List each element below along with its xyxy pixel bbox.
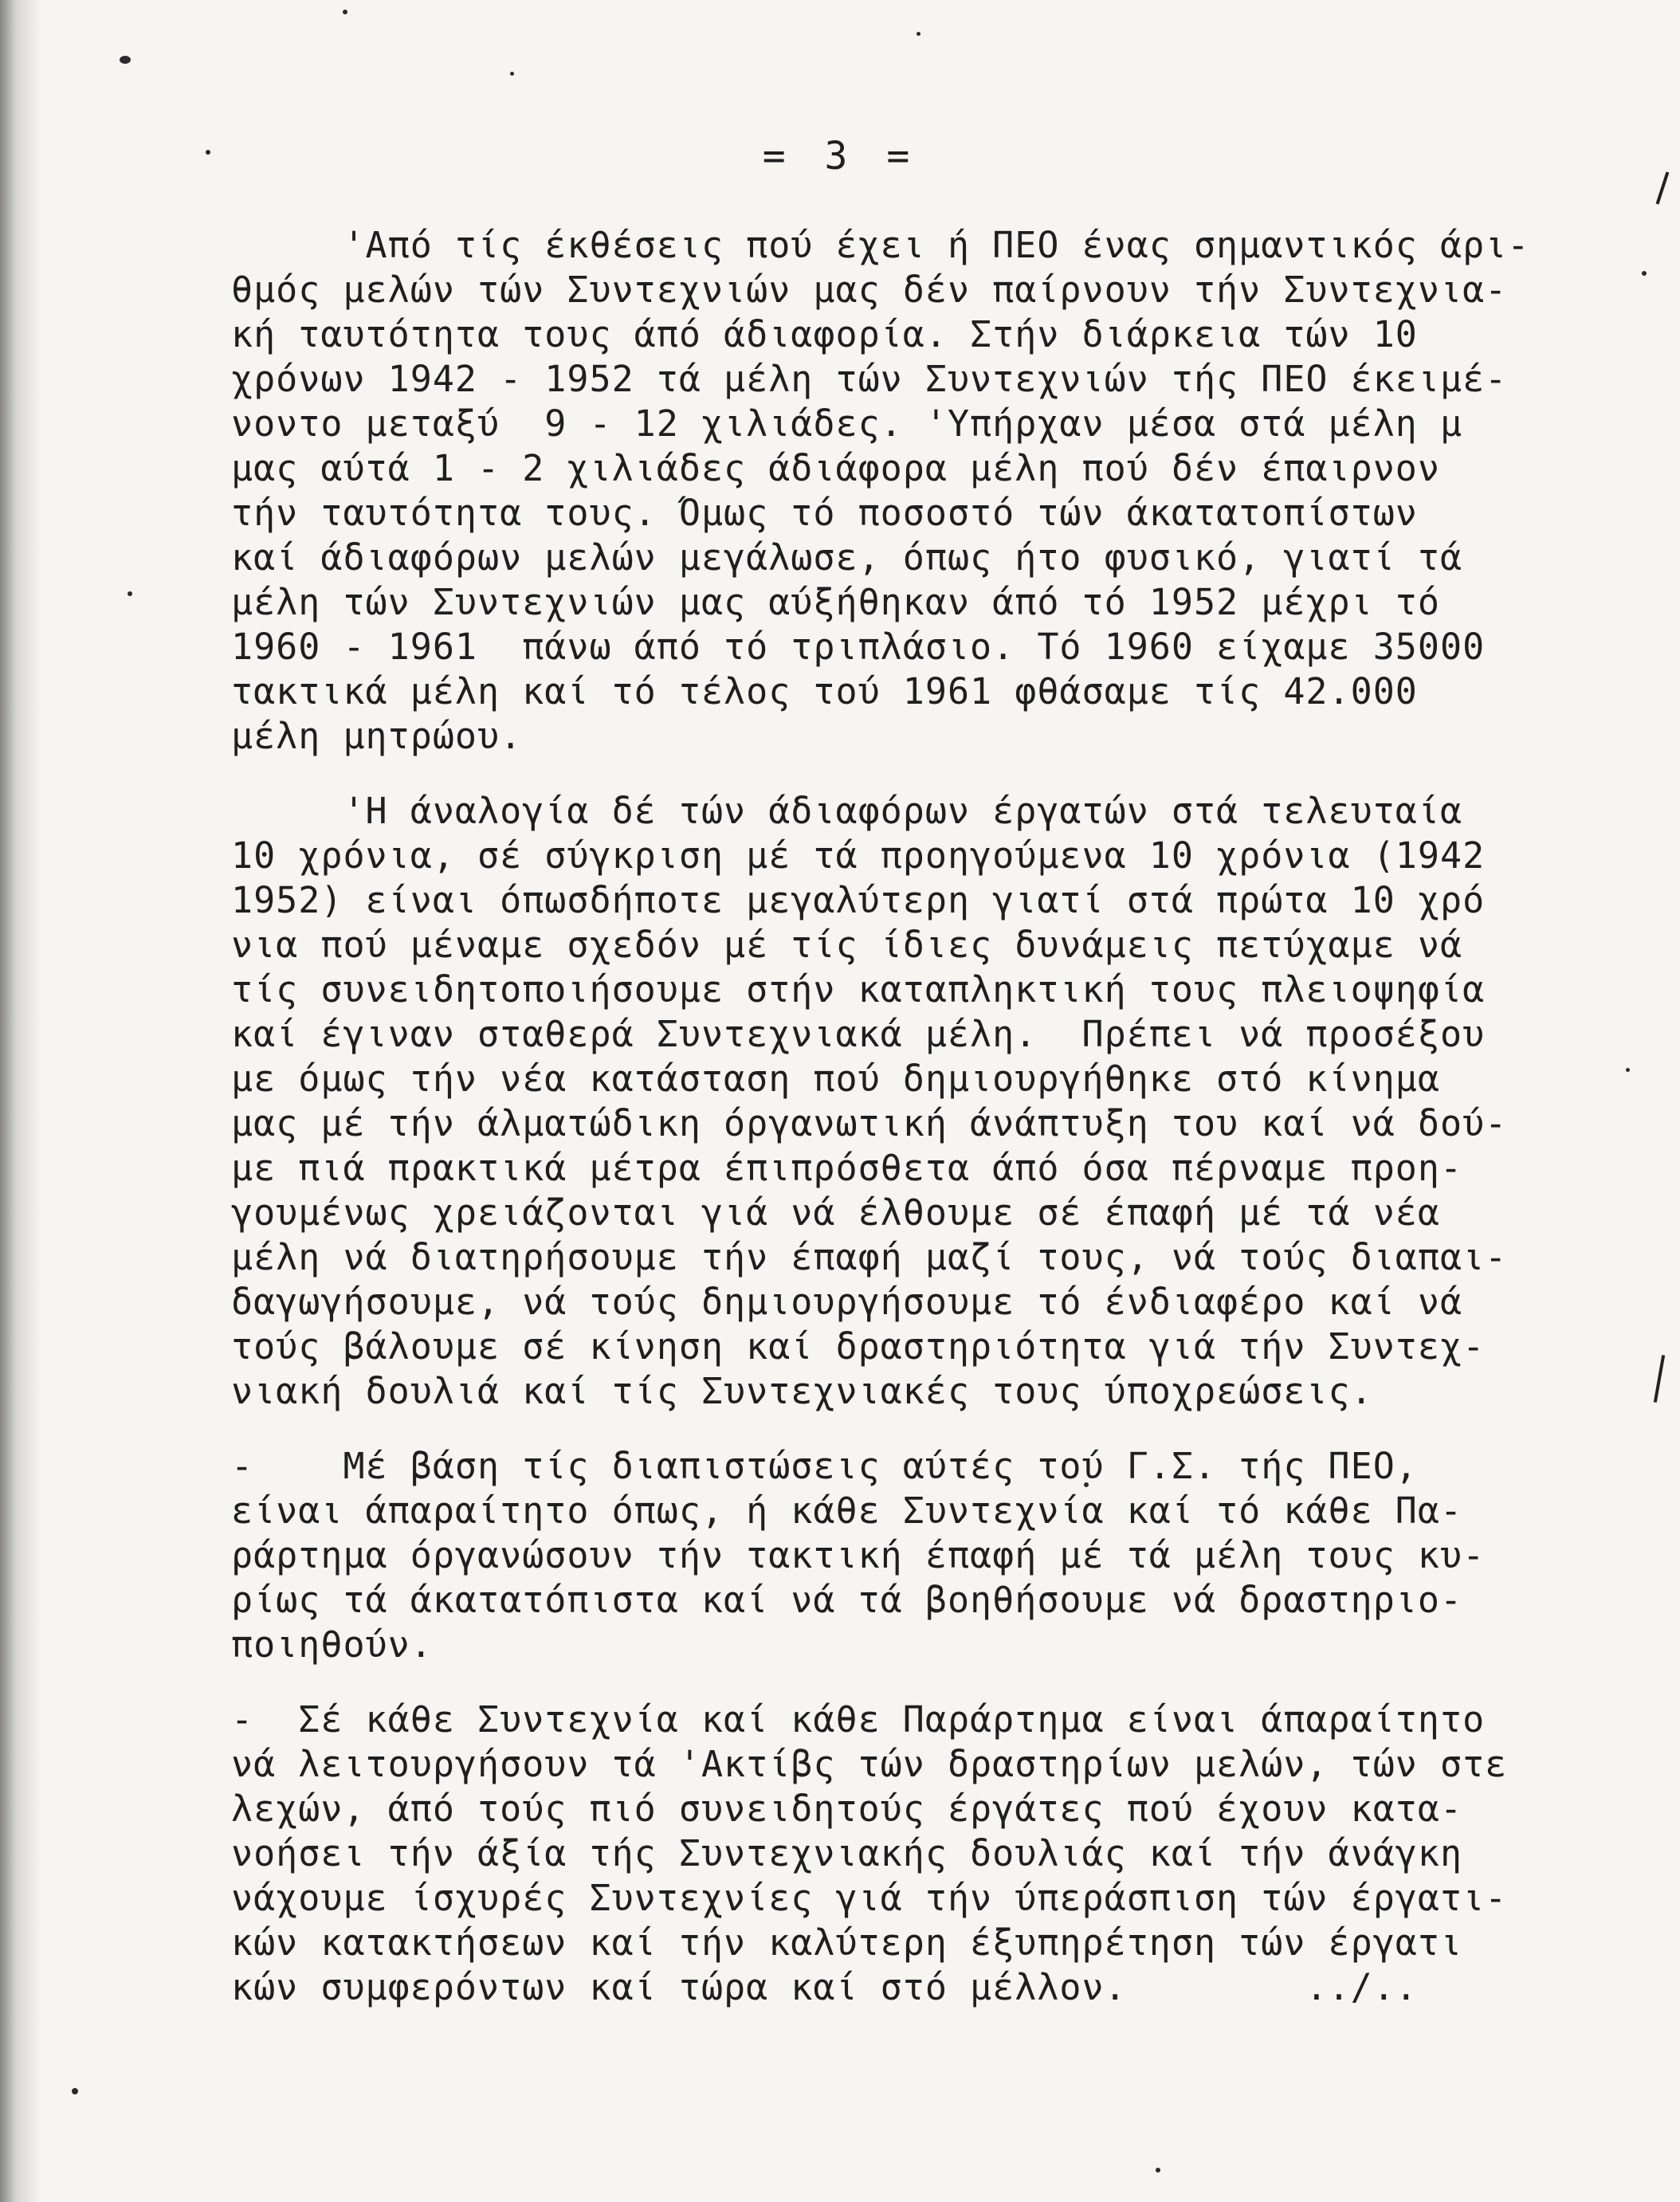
- text-line: νοντο μεταξύ 9 - 12 χιλιάδες. 'Υπήρχαν μέσα στά μέλη μ: [231, 402, 1463, 445]
- text-line: 1952) είναι όπωσδήποτε μεγαλύτερη γιατί στά πρώτα 10 χρό: [231, 879, 1486, 921]
- text-line: 'Η άναλογία δέ τών άδιαφόρων έργατών στά τελευταία: [231, 790, 1463, 832]
- text-line: ράρτημα όργανώσουν τήν τακτική έπαφή μέ τά μέλη τους κυ-: [231, 1534, 1486, 1576]
- text-line: νοήσει τήν άξία τής Συντεχνιακής δουλιάς καί τήν άνάγκη: [231, 1832, 1463, 1874]
- page-number: = 3 =: [762, 134, 918, 179]
- scan-speck: [120, 56, 131, 64]
- text-line: δαγωγήσουμε, νά τούς δημιουργήσουμε τό ένδιαφέρο καί νά: [231, 1281, 1463, 1323]
- margin-mark: [1654, 1355, 1665, 1403]
- paragraph-gap: [231, 759, 1634, 789]
- text-line: καί άδιαφόρων μελών μεγάλωσε, όπως ήτο φυσικό, γιατί τά: [231, 536, 1463, 579]
- text-line: τακτικά μέλη καί τό τέλος τού 1961 φθάσαμε τίς 42.000: [231, 670, 1418, 712]
- text-line: ποιηθούν.: [231, 1623, 433, 1666]
- scan-speck: [1156, 2168, 1160, 2173]
- scan-speck: [1642, 271, 1647, 276]
- text-line: τήν ταυτότητα τους. Όμως τό ποσοστό τών άκατατοπίστων: [231, 492, 1418, 534]
- text-line: κή ταυτότητα τους άπό άδιαφορία. Στήν διάρκεια τών 10: [231, 313, 1418, 355]
- text-line: νά λειτουργήσουν τά 'Ακτίβς τών δραστηρίων μελών, τών στε: [231, 1743, 1508, 1785]
- text-line: ρίως τά άκατατόπιστα καί νά τά βοηθήσουμε νά δραστηριο-: [231, 1579, 1463, 1621]
- paragraph-gap: [231, 1667, 1634, 1698]
- paragraph-3: [231, 1444, 1634, 1667]
- text-line: τούς βάλουμε σέ κίνηση καί δραστηριότητα γιά τήν Συντεχ-: [231, 1325, 1486, 1368]
- paragraph-1: [231, 223, 1634, 759]
- text-line: κών κατακτήσεων καί τήν καλύτερη έξυπηρέτηση τών έργατι: [231, 1921, 1463, 1964]
- text-line: με όμως τήν νέα κατάσταση πού δημιουργήθηκε στό κίνημα: [231, 1058, 1440, 1100]
- text-line: λεχών, άπό τούς πιό συνειδητούς έργάτες πού έχουν κατα-: [231, 1788, 1463, 1830]
- text-line: καί έγιναν σταθερά Συντεχνιακά μέλη. Πρέπει νά προσέξου: [231, 1013, 1486, 1055]
- text-line: θμός μελών τών Συντεχνιών μας δέν παίρνουν τήν Συντεχνια-: [231, 269, 1508, 311]
- text-line: νια πού μέναμε σχεδόν μέ τίς ίδιες δυνάμεις πετύχαμε νά: [231, 924, 1463, 966]
- text-line: μέλη μητρώου.: [231, 715, 523, 757]
- scan-speck: [917, 32, 920, 36]
- text-line: γουμένως χρειάζονται γιά νά έλθουμε σέ έπαφή μέ τά νέα: [231, 1191, 1440, 1234]
- text-line: νιακή δουλιά καί τίς Συντεχνιακές τους ύποχρεώσεις.: [231, 1370, 1373, 1412]
- text-line: μας αύτά 1 - 2 χιλιάδες άδιάφορα μέλη πού δέν έπαιρνον: [231, 447, 1440, 489]
- text-line: είναι άπαραίτητο όπως, ή κάθε Συντεχνία καί τό κάθε Πα-: [231, 1490, 1463, 1532]
- paragraph-gap: [231, 1414, 1634, 1444]
- text-line: 'Από τίς έκθέσεις πού έχει ή ΠΕΟ ένας σημαντικός άρι-: [231, 224, 1530, 266]
- paragraph-4: [231, 1698, 1634, 2010]
- text-line: - Σέ κάθε Συντεχνία καί κάθε Παράρτημα είναι άπαραίτητο: [231, 1698, 1486, 1741]
- scan-speck: [128, 591, 132, 596]
- paragraph-2: [231, 789, 1634, 1414]
- text-line: νάχουμε ίσχυρές Συντεχνίες γιά τήν ύπεράσπιση τών έργατι-: [231, 1877, 1508, 1919]
- text-line: κών συμφερόντων καί τώρα καί στό μέλλον. ../..: [231, 1966, 1418, 2008]
- text-line: μέλη νά διατηρήσουμε τήν έπαφή μαζί τους, νά τούς διαπαι-: [231, 1236, 1508, 1278]
- text-line: - Μέ βάση τίς διαπιστώσεις αύτές τού Γ.Σ. τής ΠΕΟ,: [231, 1445, 1418, 1487]
- text-line: 10 χρόνια, σέ σύγκριση μέ τά προηγούμενα 10 χρόνια (1942: [231, 834, 1486, 877]
- text-line: μας μέ τήν άλματώδικη όργανωτική άνάπτυξη του καί νά δού-: [231, 1102, 1508, 1144]
- text-line: τίς συνειδητοποιήσουμε στήν καταπληκτική τους πλειοψηφία: [231, 968, 1486, 1011]
- text-line: 1960 - 1961 πάνω άπό τό τριπλάσιο. Τό 1960 είχαμε 35000: [231, 626, 1486, 668]
- scan-speck: [72, 2088, 78, 2094]
- document-body: [231, 223, 1634, 2010]
- text-line: μέλη τών Συντεχνιών μας αύξήθηκαν άπό τό 1952 μέχρι τό: [231, 581, 1440, 623]
- scan-speck: [510, 72, 514, 76]
- scan-edge-shadow: [0, 0, 41, 2202]
- scan-speck: [343, 10, 347, 14]
- text-line: χρόνων 1942 - 1952 τά μέλη τών Συντεχνιών τής ΠΕΟ έκειμέ-: [231, 358, 1508, 400]
- text-line: με πιά πρακτικά μέτρα έπιπρόσθετα άπό όσα πέρναμε προη-: [231, 1147, 1463, 1189]
